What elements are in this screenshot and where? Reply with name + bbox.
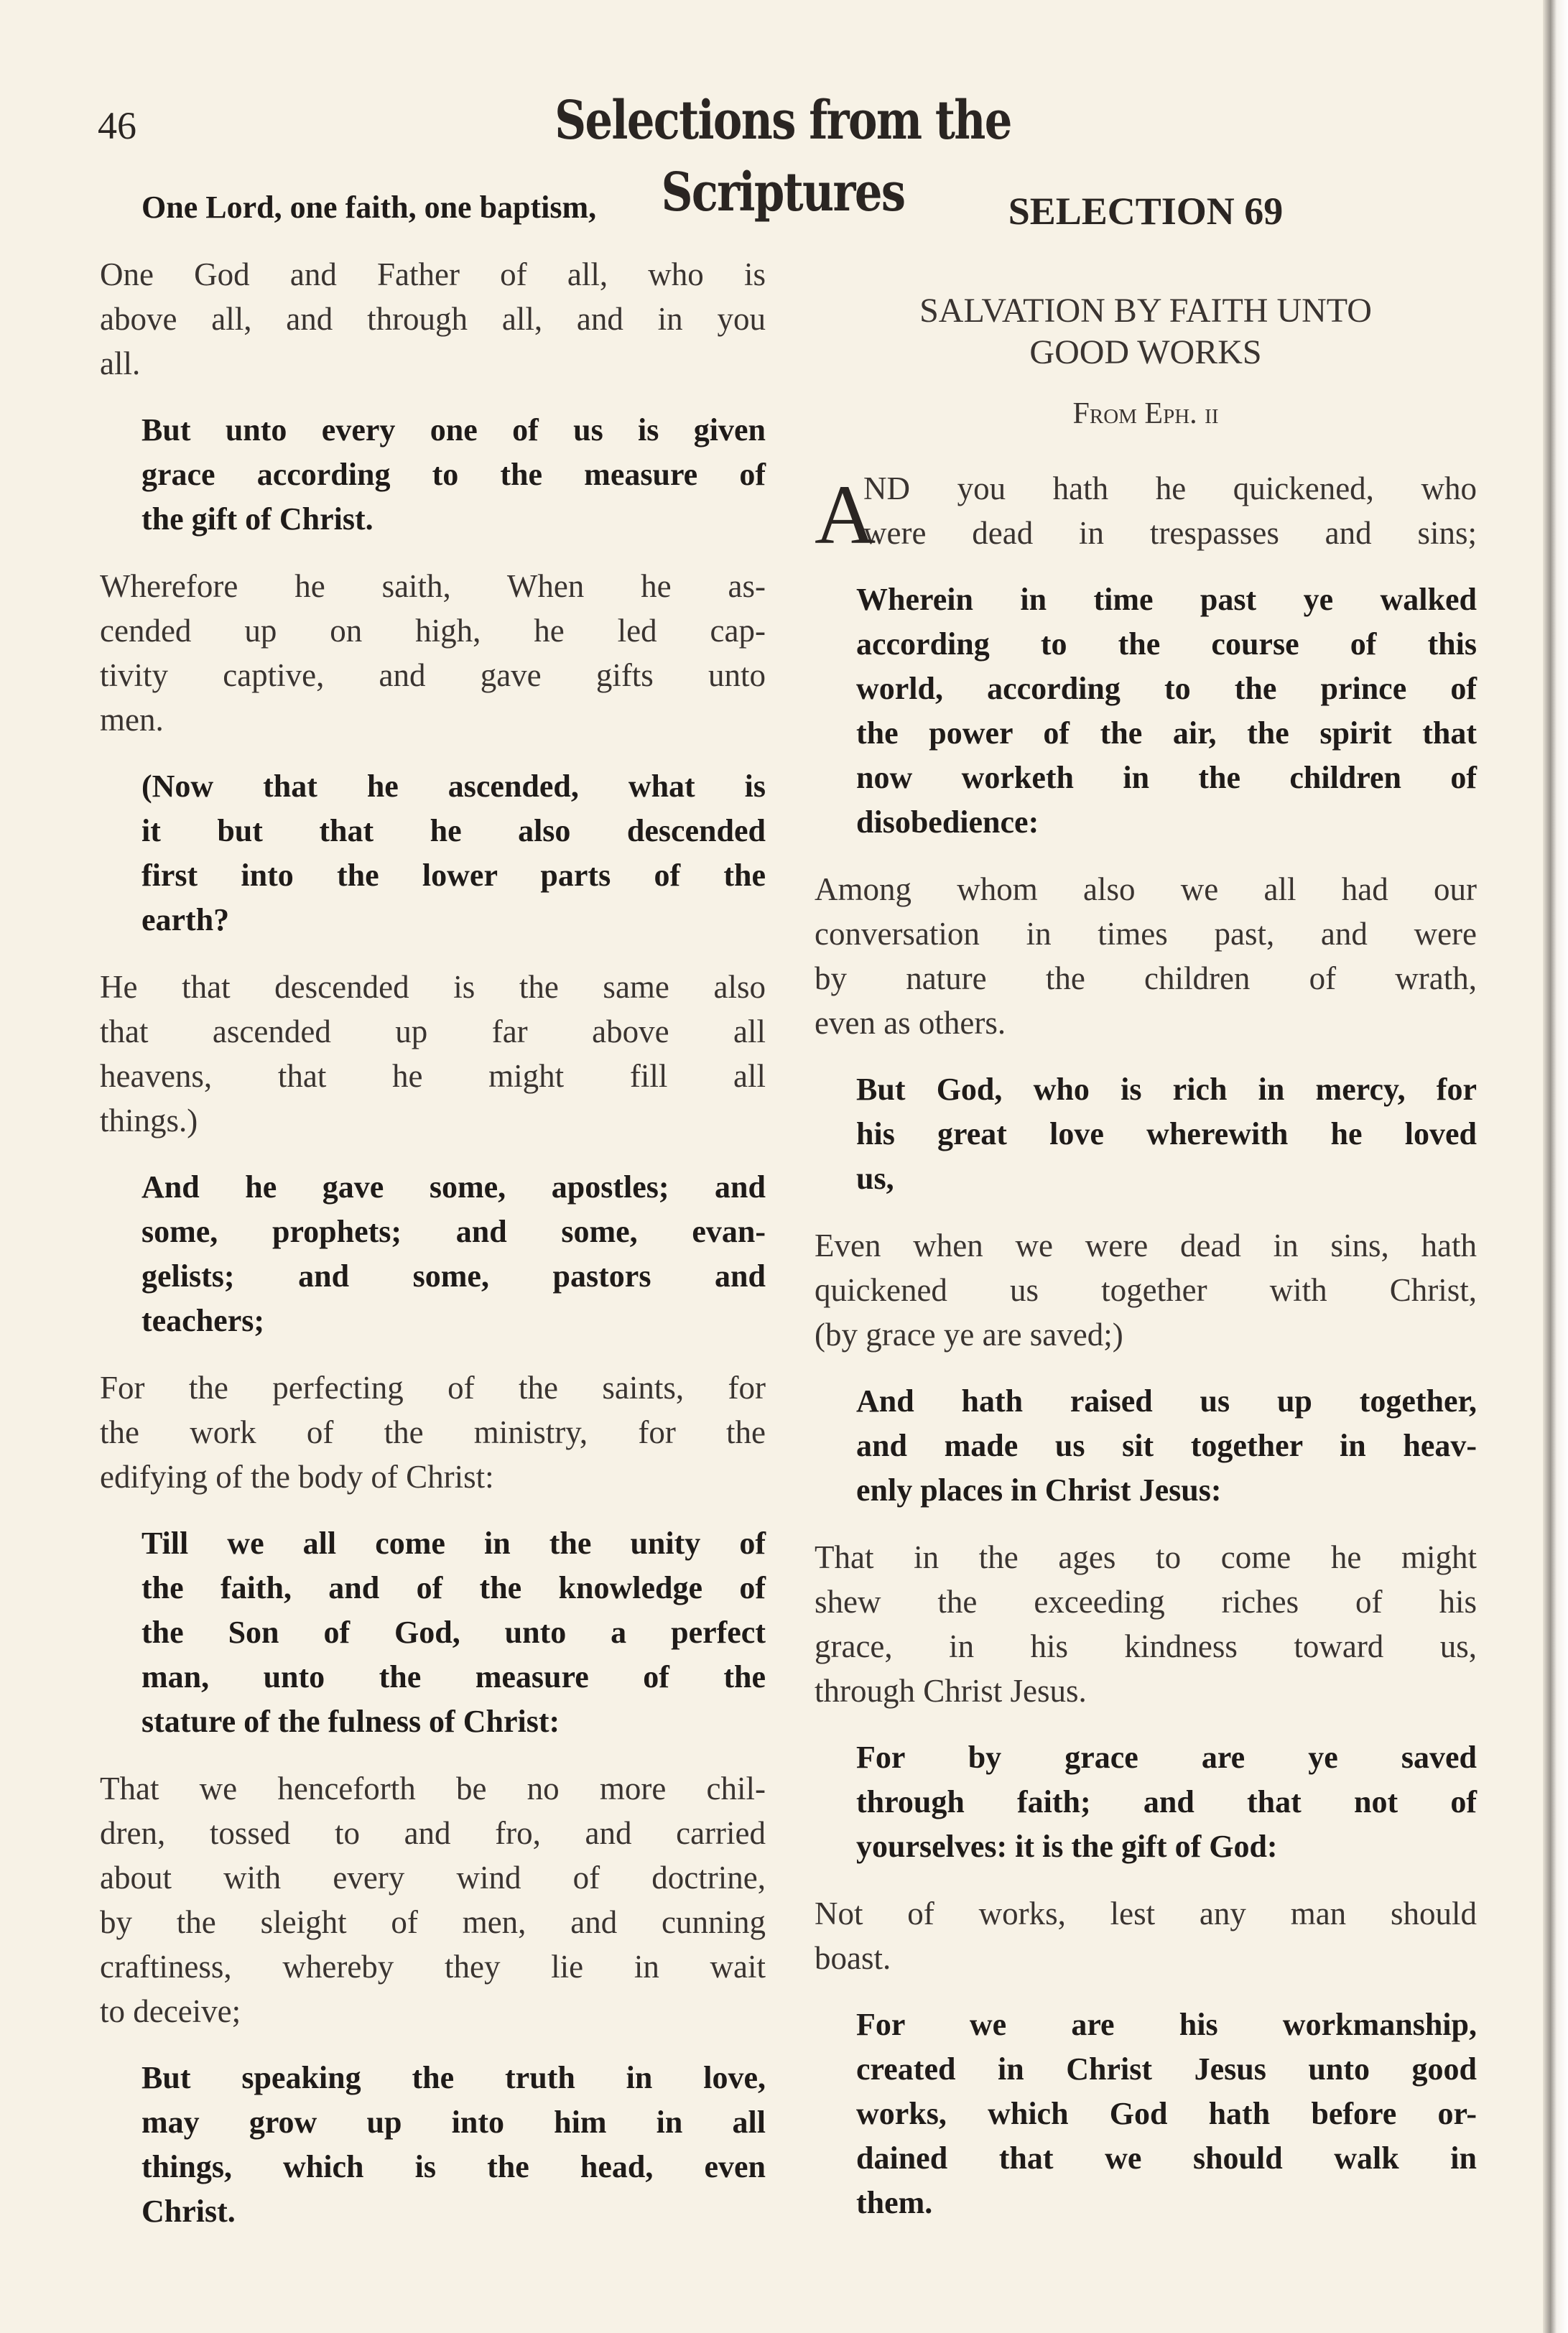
text-line: his great love wherewith he loved <box>856 1116 1477 1151</box>
text-line: edifying of the body of Christ: <box>100 1459 494 1495</box>
text-line: Wherein in time past ye walked <box>856 582 1477 617</box>
verse-regular <box>100 1369 766 1503</box>
text-line: For the perfecting of the saints, for <box>100 1370 766 1406</box>
text-line: world, according to the prince of <box>856 671 1477 706</box>
verse-regular <box>100 256 766 389</box>
text-line: gelists; and some, pastors and <box>142 1258 766 1294</box>
verse-bold <box>100 768 766 946</box>
text-line: That we henceforth be no more chil- <box>100 1771 766 1806</box>
text-line: He that descended is the same also <box>100 969 766 1005</box>
text-line: And hath raised us up together, <box>856 1383 1477 1419</box>
text-line: conversation in times past, and were <box>815 916 1477 952</box>
text-line: grace according to the measure of <box>142 457 766 492</box>
text-line: Till we all come in the unity of <box>142 1526 766 1561</box>
verse-regular <box>815 1895 1477 1984</box>
verse-bold <box>100 2059 766 2237</box>
text-line: That in the ages to come he might <box>815 1539 1477 1575</box>
text-line: earth? <box>142 902 230 937</box>
verse-bold <box>100 189 766 233</box>
left-column <box>100 189 766 2260</box>
text-line: boast. <box>815 1940 891 1976</box>
text-line: things.) <box>100 1103 198 1138</box>
text-line: dained that we should walk in <box>856 2140 1477 2176</box>
verse-bold <box>815 2006 1477 2229</box>
verse-regular <box>815 1539 1477 1717</box>
text-line: Even when we were dead in sins, hath <box>815 1228 1477 1263</box>
text-line: first into the lower parts of the <box>142 858 766 893</box>
text-line: now worketh in the children of <box>856 760 1477 795</box>
selection-heading <box>815 290 1477 374</box>
verse-bold <box>815 581 1477 848</box>
text-line: quickened us together with Christ, <box>815 1272 1477 1308</box>
verse-regular <box>100 567 766 746</box>
text-line: created in Christ Jesus unto good <box>856 2051 1477 2087</box>
verse-bold <box>100 1169 766 1347</box>
text-line: some, prophets; and some, evan- <box>142 1214 766 1249</box>
text-line: by nature the children of wrath, <box>815 960 1477 996</box>
opening-paragraph <box>815 468 1477 562</box>
text-line: the Son of God, unto a perfect <box>142 1615 766 1650</box>
verse-regular <box>815 1227 1477 1360</box>
text-line: enly places in Christ Jesus: <box>856 1472 1222 1508</box>
text-line: to deceive; <box>100 1993 241 2029</box>
selection-heading-line: GOOD WORKS <box>1029 333 1262 371</box>
text-line: above all, and through all, and in you <box>100 301 766 337</box>
text-line: even as others. <box>815 1005 1006 1041</box>
text-line: may grow up into him in all <box>142 2105 766 2140</box>
text-line: works, which God hath before or- <box>856 2096 1477 2131</box>
text-line: yourselves: it is the gift of God: <box>856 1829 1278 1864</box>
text-line: But unto every one of us is given <box>142 412 766 447</box>
text-line: One Lord, one faith, one baptism, <box>142 190 597 225</box>
verse-bold <box>815 1071 1477 1205</box>
selection-heading-line: SALVATION BY FAITH UNTO <box>919 292 1372 330</box>
text-line: shew the exceeding riches of his <box>815 1584 1477 1620</box>
verse-regular <box>100 1770 766 2037</box>
text-line: craftiness, whereby they lie in wait <box>100 1949 766 1985</box>
text-line: cended up on high, he led cap- <box>100 613 766 649</box>
text-line: us, <box>856 1161 894 1196</box>
verse-bold <box>100 412 766 545</box>
text-line: about with every wind of doctrine, <box>100 1860 766 1896</box>
verse-regular <box>815 871 1477 1049</box>
text-line: the gift of Christ. <box>142 501 374 537</box>
right-column <box>815 189 1477 2251</box>
text-line: the work of the ministry, for the <box>100 1414 766 1450</box>
text-line: For by grace are ye saved <box>856 1740 1477 1775</box>
drop-cap: A <box>815 468 876 562</box>
text-line: One God and Father of all, who is <box>100 256 766 292</box>
text-line: For we are his workmanship, <box>856 2007 1477 2042</box>
text-line: the power of the air, the spirit that <box>856 715 1477 751</box>
text-line: things, which is the head, even <box>142 2149 766 2184</box>
text-line: Among whom also we all had our <box>815 871 1477 907</box>
text-line: ND you hath he quickened, who <box>863 470 1477 506</box>
text-line: through Christ Jesus. <box>815 1673 1087 1709</box>
text-line: dren, tossed to and fro, and carried <box>100 1815 766 1851</box>
text-line: it but that he also descended <box>142 813 766 848</box>
text-line: (Now that he ascended, what is <box>142 769 766 804</box>
right-verses <box>815 581 1477 2229</box>
text-line: man, unto the measure of the <box>142 1659 766 1694</box>
page-number: 46 <box>98 104 136 147</box>
text-line: grace, in his kindness toward us, <box>815 1628 1477 1664</box>
running-title: Selections from the Scriptures <box>555 90 1011 223</box>
text-line: the faith, and of the knowledge of <box>142 1570 766 1605</box>
text-line: all. <box>100 345 141 381</box>
text-line: Christ. <box>142 2194 236 2229</box>
text-line: But God, who is rich in mercy, for <box>856 1072 1477 1107</box>
verse-bold <box>100 1525 766 1748</box>
selection-title: SELECTION 69 <box>1008 190 1284 233</box>
text-line: by the sleight of men, and cunning <box>100 1904 766 1940</box>
text-line: heavens, that he might fill all <box>100 1058 766 1094</box>
text-line: and made us sit together in heav- <box>856 1428 1477 1463</box>
text-line: (by grace ye are saved;) <box>815 1317 1123 1353</box>
text-line: them. <box>856 2185 933 2220</box>
text-line: stature of the fulness of Christ: <box>142 1704 560 1739</box>
text-line: But speaking the truth in love, <box>142 2060 766 2095</box>
text-line: through faith; and that not of <box>856 1784 1477 1819</box>
text-line: disobedience: <box>856 804 1039 840</box>
verse-regular <box>100 968 766 1146</box>
text-line: Not of works, lest any man should <box>815 1896 1477 1931</box>
text-line: teachers; <box>142 1303 265 1338</box>
verse-bold <box>815 1383 1477 1516</box>
text-line: Wherefore he saith, When he as- <box>100 568 766 604</box>
text-line: according to the course of this <box>856 626 1477 662</box>
verse-bold <box>815 1739 1477 1873</box>
text-line: tivity captive, and gave gifts unto <box>100 657 766 693</box>
text-line: were dead in trespasses and sins; <box>863 515 1477 551</box>
text-line: that ascended up far above all <box>100 1014 766 1049</box>
scripture-source: From Eph. ii <box>1072 397 1219 430</box>
text-line: And he gave some, apostles; and <box>142 1169 766 1205</box>
text-line: men. <box>100 702 164 738</box>
book-gutter-edge <box>1543 0 1568 2333</box>
